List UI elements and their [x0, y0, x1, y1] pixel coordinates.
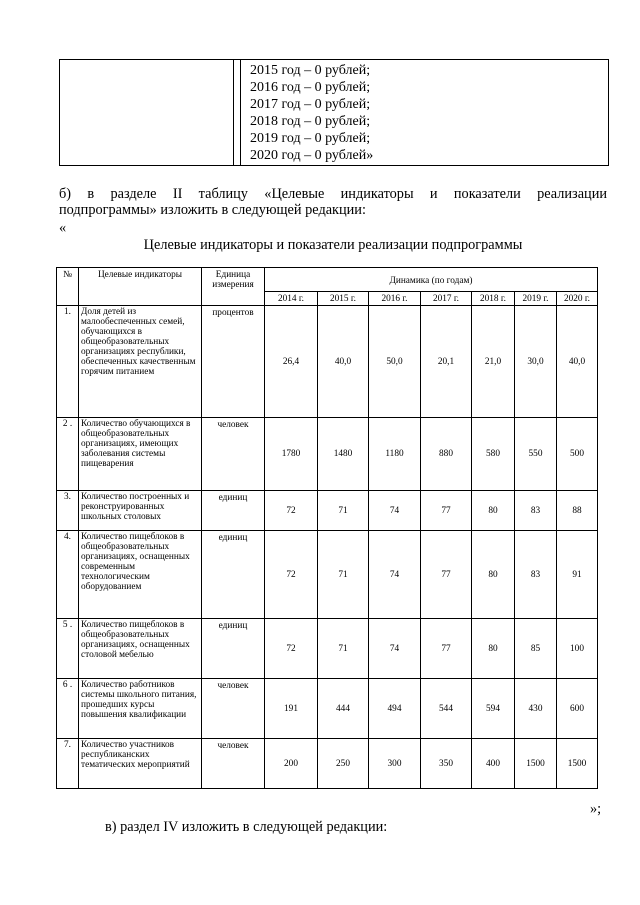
table-row	[57, 619, 598, 679]
funding-table-fragment	[59, 59, 609, 166]
year-value: 88	[557, 491, 598, 531]
year-value: 50,0	[369, 306, 421, 418]
year-value: 300	[369, 739, 421, 789]
funding-line: 2017 год – 0 рублей;	[250, 97, 371, 112]
year-value: 77	[421, 531, 472, 619]
header-year: 2018 г.	[472, 292, 515, 306]
year-value: 26,4	[265, 306, 318, 418]
row-number: 5 .	[57, 619, 79, 679]
header-year: 2014 г.	[265, 292, 318, 306]
paragraph-v: в) раздел IV изложить в следующей редакции:	[105, 819, 388, 835]
funding-divider-cell	[234, 60, 241, 165]
year-value: 550	[515, 418, 557, 491]
indicator-name: Доля детей из малообеспеченных семей, обучающихся в общеобразовательных организациях республики, обеспеченных качественным горячим питанием	[79, 306, 202, 418]
year-value: 400	[472, 739, 515, 789]
row-number: 4.	[57, 531, 79, 619]
header-year: 2019 г.	[515, 292, 557, 306]
table-row	[57, 739, 598, 789]
row-number: 3.	[57, 491, 79, 531]
year-value: 83	[515, 531, 557, 619]
indicator-name: Количество участников республиканских тематических мероприятий	[79, 739, 202, 789]
opening-quote: «	[59, 220, 67, 236]
header-year: 2015 г.	[318, 292, 369, 306]
year-value: 544	[421, 679, 472, 739]
year-value: 100	[557, 619, 598, 679]
row-number: 6 .	[57, 679, 79, 739]
funding-line: 2016 год – 0 рублей;	[250, 80, 371, 95]
year-value: 21,0	[472, 306, 515, 418]
unit-of-measure: единиц	[202, 531, 265, 619]
table-row	[57, 491, 598, 531]
year-value: 72	[265, 531, 318, 619]
indicator-name: Количество обучающихся в общеобразовательных организациях, имеющих заболевания системы пищеварения	[79, 418, 202, 491]
year-value: 80	[472, 491, 515, 531]
year-value: 444	[318, 679, 369, 739]
year-value: 1500	[515, 739, 557, 789]
row-number: 2 .	[57, 418, 79, 491]
indicator-name: Количество построенных и реконструированных школьных столовых	[79, 491, 202, 531]
year-value: 250	[318, 739, 369, 789]
year-value: 580	[472, 418, 515, 491]
year-value: 85	[515, 619, 557, 679]
table-row	[57, 418, 598, 491]
year-value: 880	[421, 418, 472, 491]
year-value: 30,0	[515, 306, 557, 418]
table-row	[57, 679, 598, 739]
funding-line: 2020 год – 0 рублей»	[250, 148, 374, 163]
year-value: 500	[557, 418, 598, 491]
year-value: 80	[472, 619, 515, 679]
table-row	[57, 531, 598, 619]
paragraph-b-line2: подпрограммы» изложить в следующей редакции:	[59, 202, 366, 218]
header-year: 2020 г.	[557, 292, 598, 306]
year-value: 600	[557, 679, 598, 739]
unit-of-measure: процентов	[202, 306, 265, 418]
year-value: 72	[265, 491, 318, 531]
year-value: 1500	[557, 739, 598, 789]
unit-of-measure: единиц	[202, 619, 265, 679]
unit-of-measure: человек	[202, 739, 265, 789]
year-value: 40,0	[557, 306, 598, 418]
year-value: 71	[318, 619, 369, 679]
unit-of-measure: единиц	[202, 491, 265, 531]
year-value: 594	[472, 679, 515, 739]
year-value: 430	[515, 679, 557, 739]
unit-of-measure: человек	[202, 679, 265, 739]
header-indicator: Целевые индикаторы	[79, 268, 202, 306]
indicator-name: Количество работников системы школьного питания, прошедших курсы повышения квалификации	[79, 679, 202, 739]
year-value: 71	[318, 491, 369, 531]
year-value: 494	[369, 679, 421, 739]
indicator-name: Количество пищеблоков в общеобразовательных организациях, оснащенных столовой мебелью	[79, 619, 202, 679]
row-number: 7.	[57, 739, 79, 789]
year-value: 350	[421, 739, 472, 789]
funding-label-cell	[60, 60, 234, 165]
year-value: 72	[265, 619, 318, 679]
year-value: 91	[557, 531, 598, 619]
funding-years-cell	[250, 62, 373, 164]
year-value: 191	[265, 679, 318, 739]
year-value: 1780	[265, 418, 318, 491]
year-value: 80	[472, 531, 515, 619]
year-value: 74	[369, 531, 421, 619]
header-unit: Единица измерения	[202, 268, 265, 306]
row-number: 1.	[57, 306, 79, 418]
header-dynamics: Динамика (по годам)	[265, 268, 598, 292]
table-title: Целевые индикаторы и показатели реализации подпрограммы	[143, 237, 523, 253]
year-value: 71	[318, 531, 369, 619]
closing-quote: »;	[590, 801, 602, 817]
year-value: 20,1	[421, 306, 472, 418]
year-value: 74	[369, 619, 421, 679]
year-value: 40,0	[318, 306, 369, 418]
year-value: 77	[421, 491, 472, 531]
year-value: 1480	[318, 418, 369, 491]
table-row	[57, 306, 598, 418]
year-value: 1180	[369, 418, 421, 491]
header-no: №	[57, 268, 79, 306]
header-year: 2017 г.	[421, 292, 472, 306]
funding-line: 2019 год – 0 рублей;	[250, 131, 371, 146]
funding-line: 2015 год – 0 рублей;	[250, 63, 371, 78]
header-year: 2016 г.	[369, 292, 421, 306]
indicator-name: Количество пищеблоков в общеобразовательных организациях, оснащенных современным технологическим оборудованием	[79, 531, 202, 619]
year-value: 74	[369, 491, 421, 531]
unit-of-measure: человек	[202, 418, 265, 491]
funding-line: 2018 год – 0 рублей;	[250, 114, 371, 129]
year-value: 200	[265, 739, 318, 789]
paragraph-b-line1: б) в разделе II таблицу «Целевые индикаторы и показатели реализации	[59, 186, 607, 202]
year-value: 77	[421, 619, 472, 679]
year-value: 83	[515, 491, 557, 531]
indicators-table	[56, 267, 598, 789]
